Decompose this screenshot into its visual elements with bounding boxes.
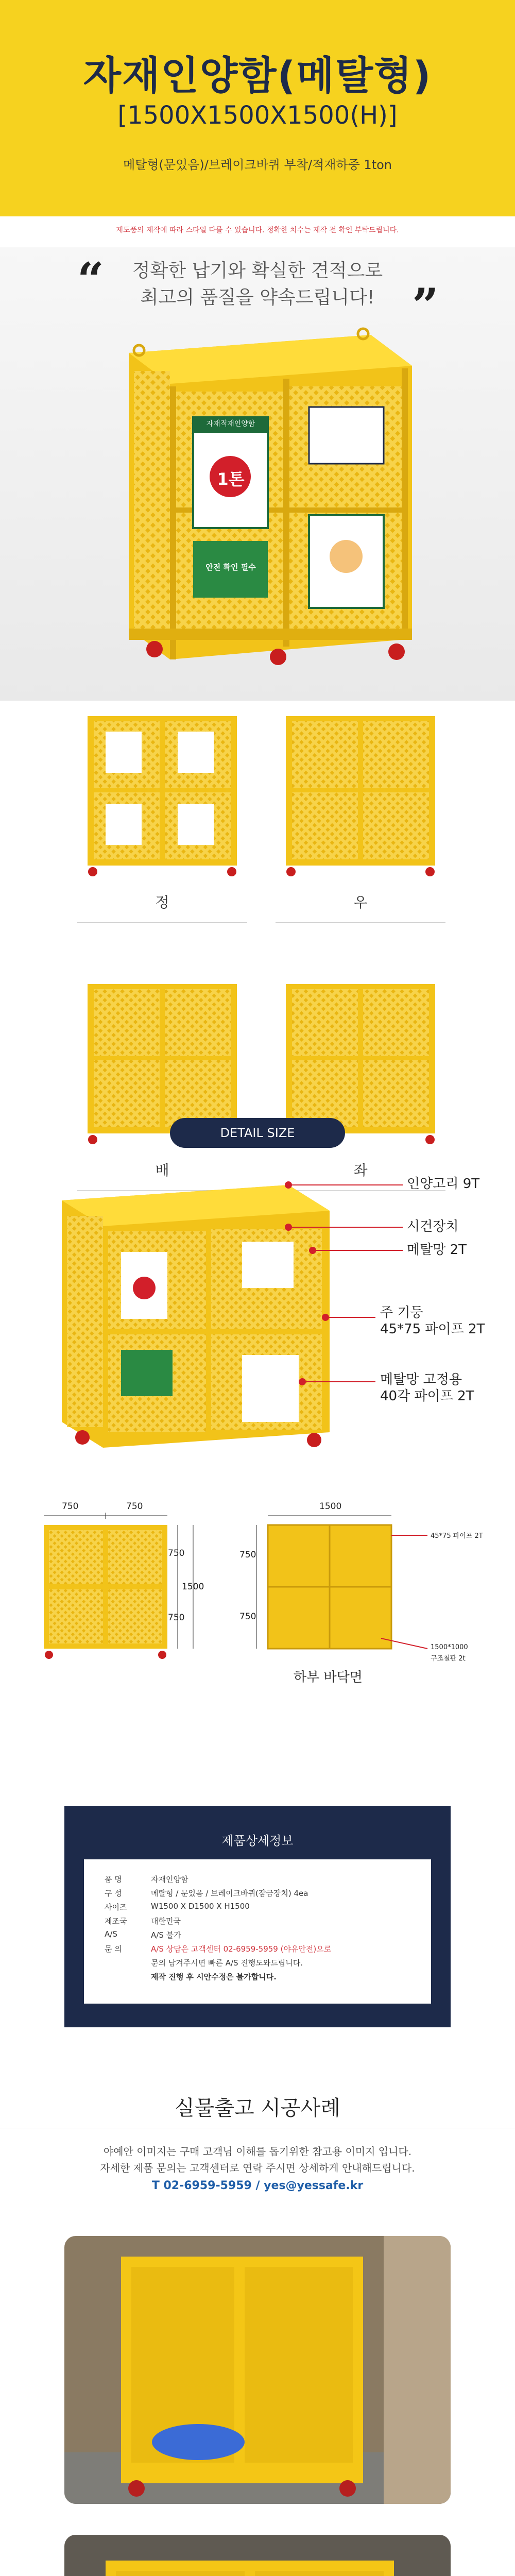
case-title: 실물출고 시공사례 [175,2096,340,2120]
callout-line [329,1317,375,1318]
dim-bottom-note-1: 1500*1000 [431,1643,468,1651]
hero-quote-line2: 최고의 품질을 약속드립니다! [140,287,375,308]
spec-value: 제작 진행 후 시안수정은 불가합니다. [151,1972,277,1981]
spec-key: 구 성 [105,1889,122,1898]
spec-value: 메탈형 / 문있음 / 브레이크바퀴(잠금장치) 4ea [151,1889,308,1898]
spec-box [64,1806,451,2027]
spec-key: 사이즈 [105,1903,127,1912]
product-subtitle: 메탈형(문있음)/브레이크바퀴 부착/적재하중 1ton [123,158,392,172]
dim-floor-half-b: 750 [239,1612,256,1622]
spec-value: 대한민국 [151,1917,181,1926]
dim-height-b: 750 [168,1613,185,1623]
case-desc-2: 자세한 제품 문의는 고객센터로 연락 주시면 상세하게 안내해드립니다. [100,2162,415,2174]
close-quote-icon: ” [412,278,439,333]
product-title: 자재인양함(메탈형) [83,53,432,98]
dim-floor-width: 1500 [319,1501,342,1512]
notice-text: 제도품의 제작에 따라 스타일 다를 수 있습니다. 정확한 치수는 제작 전 확인 부탁드립니다. [116,226,399,234]
floor-caption: 하부 바닥면 [294,1670,363,1685]
callout-line [306,1381,375,1382]
detail-size-button: DETAIL SIZE [170,1118,345,1148]
dim-floor-half-a: 750 [239,1550,256,1560]
spec-key: 문 의 [105,1944,122,1954]
spec-value: W1500 X D1500 X H1500 [151,1902,250,1911]
callout-pillar: 주 기둥 45*75 파이프 2T [380,1305,485,1337]
case-photo-2-image [64,2535,451,2576]
view-label-back: 배 [155,1162,169,1179]
dim-bottom-note-2: 구조철판 2t [431,1655,466,1663]
dim-height-a: 750 [168,1548,185,1558]
spec-key: 품 명 [105,1875,122,1884]
notice-bar [0,216,515,247]
case-photo-2 [64,2535,451,2576]
spec-key: 제조국 [105,1917,127,1926]
detail-callouts-section [0,1170,515,1458]
case-desc-1: 야예안 이미지는 구매 고객님 이해를 돕기위한 참고용 이미지 입니다. [103,2145,412,2158]
safety-sign-text: 안전 확인 필수 [205,563,256,572]
callout-dot [285,1224,292,1231]
dim-top-right: 750 [126,1501,143,1512]
divider [276,922,445,923]
header-banner [0,0,515,216]
dimension-drawing [0,1494,515,1710]
spec-table [84,1859,431,2004]
panel-capacity: 1톤 [217,469,245,489]
open-quote-icon: “ [77,252,104,307]
spec-value: A/S 상담은 고객센터 02-6959-5959 (야유안전)으로 [151,1944,332,1954]
spec-key: A/S [105,1929,117,1939]
callout-mesh: 메탈망 2T [407,1242,467,1258]
dim-height-total: 1500 [182,1582,204,1592]
views-illustration [0,701,515,1231]
dim-pipe-note: 45*75 파이프 2T [431,1532,483,1540]
case-photo-1 [64,2236,451,2504]
spec-value: A/S 불가 [151,1930,181,1940]
spec-heading: 제품상세정보 [221,1834,294,1848]
views-section [0,701,515,1231]
view-label-right: 우 [353,894,368,911]
callout-dot [285,1181,292,1189]
hero-quote-line1: 정확한 납기와 확실한 견적으로 [132,260,383,281]
callout-lock: 시건장치 [407,1219,459,1234]
callout-dot [299,1378,306,1385]
product-size: [1500X1500X1500(H)] [117,101,398,130]
case-section [0,2081,515,2576]
dimension-section [0,1494,515,1710]
dim-top-left: 750 [62,1501,79,1512]
view-label-front: 정 [155,894,169,911]
callout-hook: 인양고리 9T [407,1176,480,1192]
callout-dot [309,1247,316,1254]
callout-dot [322,1314,329,1321]
callout-line [292,1184,403,1185]
spec-value: 문의 남겨주시면 빠른 A/S 진행도와드립니다. [151,1958,303,1968]
hero-section [0,247,515,701]
spec-value: 자재인양함 [151,1875,188,1884]
view-label-left: 좌 [353,1162,368,1179]
case-phone: T 02-6959-5959 / yes@yessafe.kr [151,2179,364,2192]
hero-cage-illustration [0,247,515,701]
callout-line [316,1250,403,1251]
panel-header: 자재적재인양함 [206,420,255,428]
case-photo-1-image [64,2236,451,2504]
callout-mesh-frame: 메탈망 고정용 40각 파이프 2T [380,1372,474,1404]
callout-line [292,1227,403,1228]
divider [77,922,247,923]
